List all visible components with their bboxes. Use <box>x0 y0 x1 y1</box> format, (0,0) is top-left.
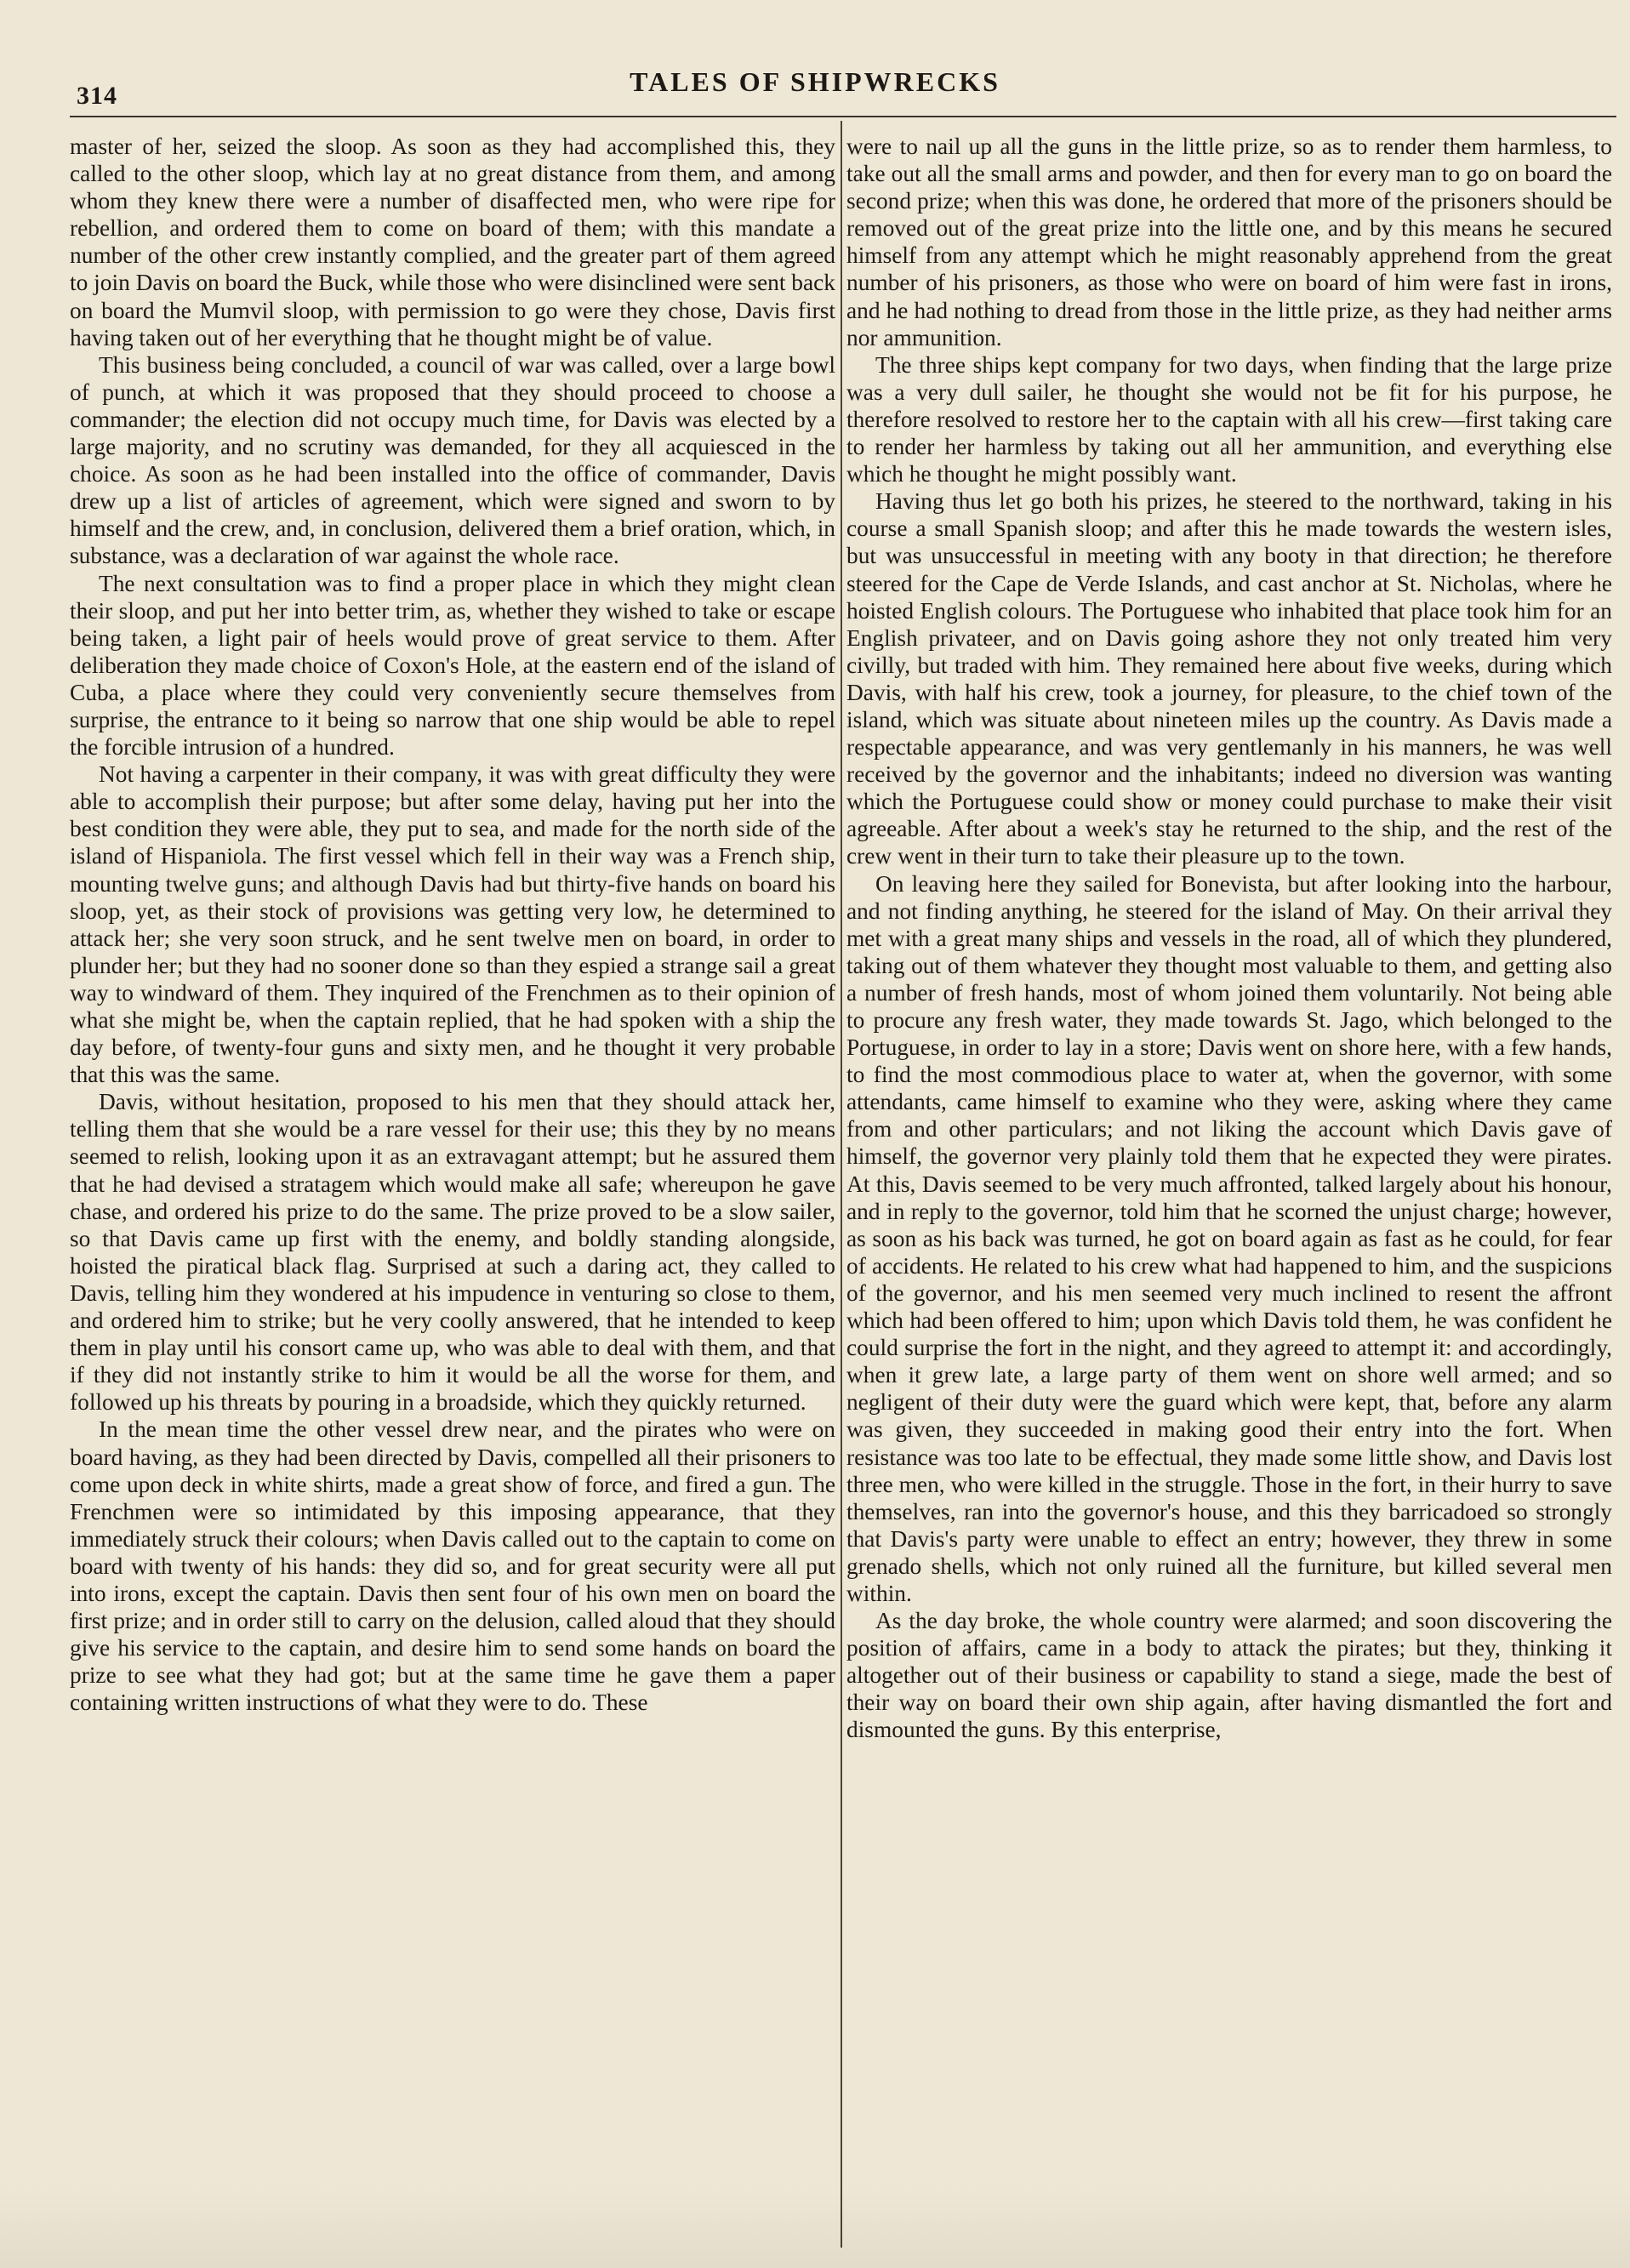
paragraph: were to nail up all the guns in the little prize, so as to render them harmless, to take out all the small arms and powder, and then for every man to go on board the second prize; when this was done, he ordered that more of the prisoners should be removed out of the great prize into the little one, and by this means he secured himself from any attempt which he might reasonably apprehend from the great number of his prisoners, as those who were on board of him were fast in irons, and he had nothing to dread from those in the little prize, as they had neither arms nor ammunition. <box>846 134 1612 350</box>
paragraph: Davis, without hesitation, proposed to his men that they should attack her, telling them that she would be a rare vessel for their use; this they by no means seemed to relish, looking upon it as an extravagant attempt; but he assured them that he had devised a stratagem which would make all safe; whereupon he gave chase, and ordered his prize to do the same. The prize proved to be a slow sailer, so that Davis came up first with the enemy, and boldly standing alongside, hoisted the piratical black flag. Surprised at such a daring act, they called to Davis, telling him they wondered at his impudence in venturing so close to them, and ordered him to strike; but he very coolly answered, that he intended to keep them in play until his consort came up, who was able to deal with them, and that if they did not instantly strike to him it would be all the worse for them, and followed up his threats by pouring in a broadside, which they quickly returned. <box>70 1089 835 1416</box>
page-number: 314 <box>77 82 117 110</box>
paragraph: This business being concluded, a council of war was called, over a large bowl of punch, at which it was proposed that they should proceed to choose a commander; the election did not occupy much time, for Davis was elected by a large majority, and no scrutiny was demanded, for they all acquiesced in the choice. As soon as he had been installed into the office of commander, Davis drew up a list of articles of agreement, which were signed and sworn to by himself and the crew, and, in conclusion, delivered them a brief oration, which, in substance, was a declaration of war against the whole race. <box>70 351 835 569</box>
paragraph: As the day broke, the whole country were alarmed; and soon discovering the position of affairs, came in a body to attack the pirates; but they, thinking it altogether out of their business or capability to stand a siege, made the best of their way on board their own ship again, after having dismantled the fort and dismounted the guns. By this enterprise, <box>846 1608 1612 1743</box>
paragraph: The three ships kept company for two days, when finding that the large prize was a very dull sailer, he thought she would not be fit for his purpose, he therefore resolved to restore her to the captain with all his crew—first taking care to render her harmless by taking out all her ammunition, and everything else which he thought he might possibly want. <box>846 351 1612 487</box>
header-rule <box>70 116 1616 117</box>
paragraph: master of her, seized the sloop. As soon as they had accomplished this, they called to the other sloop, which lay at no great distance from them, and among whom they knew there were a number of disaffected men, who were ripe for rebellion, and ordered them to come on board of them; with this mandate a number of the other crew instantly complied, and the greater part of them agreed to join Davis on board the Buck, while those who were disinclined were sent back on board the Mumvil sloop, with permission to go were they chose, Davis first having taken out of her everything that he thought might be of value. <box>70 134 835 350</box>
paragraph: The next consultation was to find a proper place in which they might clean their sloop, and put her into better trim, as, whether they wished to take or escape being taken, a light pair of heels would prove of great service to them. After deliberation they made choice of Coxon's Hole, at the eastern end of the island of Cuba, a place where they could very conveniently secure themselves from surprise, the entrance to it being so narrow that one ship would be able to repel the forcible intrusion of a hundred. <box>70 570 835 761</box>
right-column <box>846 133 1612 2251</box>
column-divider <box>841 121 842 2248</box>
paragraph: Not having a carpenter in their company, it was with great difficulty they were able to accomplish their purpose; but after some delay, having put her into the best condition they were able, they put to sea, and made for the north side of the island of Hispaniola. The first vessel which fell in their way was a French ship, mounting twelve guns; and although Davis had but thirty-five hands on board his sloop, yet, as their stock of provisions was getting very low, he determined to attack her; she very soon struck, and he sent twelve men on board, in order to plunder her; but they had no sooner done so than they espied a strange sail a great way to windward of them. They inquired of the Frenchmen as to their opinion of what she might be, when the captain replied, that he had spoken with a ship the day before, of twenty-four guns and sixty men, and he thought it very probable that this was the same. <box>70 761 835 1088</box>
paragraph: In the mean time the other vessel drew near, and the pirates who were on board having, as they had been directed by Davis, compelled all their prisoners to come upon deck in white shirts, made a great show of force, and fired a gun. The Frenchmen were so intimidated by this imposing appearance, that they immediately struck their colours; when Davis called out to the captain to come on board with twenty of his hands: they did so, and for great security were all put into irons, except the captain. Davis then sent four of his own men on board the first prize; and in order still to carry on the delusion, called aloud that they should give his service to the captain, and desire him to send some hands on board the prize to see what they had got; but at the same time he gave them a paper containing written instructions of what they were to do. These <box>70 1416 835 1716</box>
left-column <box>70 133 835 2251</box>
running-title: TALES OF SHIPWRECKS <box>630 66 1000 97</box>
paragraph: Having thus let go both his prizes, he steered to the northward, taking in his course a small Spanish sloop; and after this he made towards the western isles, but was unsuccessful in meeting with any booty in that direction; he therefore steered for the Cape de Verde Islands, and cast anchor at St. Nicholas, where he hoisted English colours. The Portuguese who inhabited that place took him for an English privateer, and on Davis going ashore they not only treated him very civilly, but traded with him. They remained here about five weeks, during which Davis, with half his crew, took a journey, for pleasure, to the chief town of the island, which was situate about nineteen miles up the country. As Davis made a respectable appearance, and was very gentlemanly in his manners, he was well received by the governor and the inhabitants; indeed no diversion was wanting which the Portuguese could show or money could purchase to make their visit agreeable. After about a week's stay he returned to the ship, and the rest of the crew went in their turn to take their pleasure up to the town. <box>846 488 1612 869</box>
paragraph: On leaving here they sailed for Bonevista, but after looking into the harbour, and not finding anything, he steered for the island of May. On their arrival they met with a great many ships and vessels in the road, all of which they plundered, taking out of them whatever they thought most valuable to them, and getting also a number of fresh hands, most of whom joined them voluntarily. Not being able to procure any fresh water, they made towards St. Jago, which belonged to the Portuguese, in order to lay in a store; Davis went on shore here, with a few hands, to find the most commodious place to water at, when the governor, with some attendants, came himself to examine who they were, asking where they came from and other particulars; and not liking the account which Davis gave of himself, the governor very plainly told them that he expected they were pirates. At this, Davis seemed to be very much affronted, talked largely about his honour, and in reply to the governor, told him that he scorned the unjust charge; however, as soon as his back was turned, he got on board again as fast as he could, for fear of accidents. He related to his crew what had happened to him, and the suspicions of the governor, and his men seemed very much inclined to resent the affront which had been offered to him; upon which Davis told them, he was confident he could surprise the fort in the night, and they agreed to attempt it: and accordingly, when it grew late, a large party of them went on shore well armed; and so negligent of their duty were the guard which were kept, that, before any alarm was given, they succeeded in making good their entry into the fort. When resistance was too late to be effectual, they made some little show, and Davis lost three men, who were killed in the struggle. Those in the fort, in their hurry to save themselves, ran into the governor's house, and this they barricadoed so strongly that Davis's party were unable to effect an entry; however, they threw in some grenado shells, which not only ruined all the furniture, but killed several men within. <box>846 870 1612 1606</box>
